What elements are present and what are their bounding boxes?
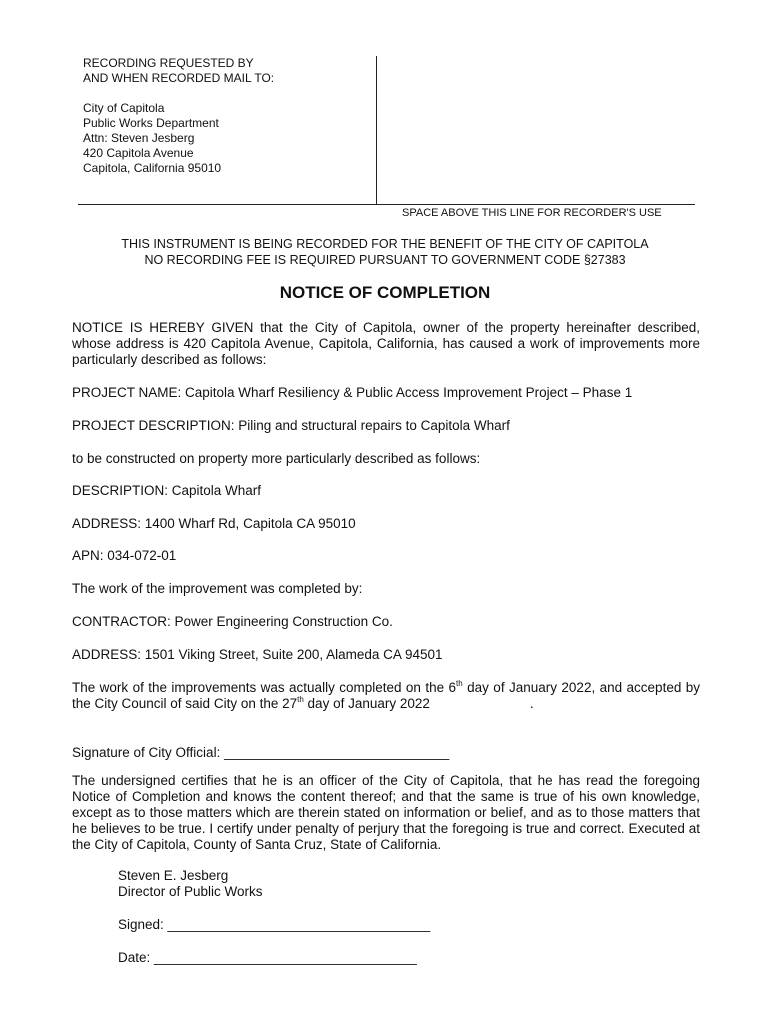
- certification-paragraph: The undersigned certifies that he is an officer of the City of Capitola, that he has read the foregoing Notice of Completion and knows the content thereof; and that the same is true of his own knowledge, except as to those matters which are therein stated on information or belief, and as to those matters that he believes to be true. I certify under penalty of perjury that the foregoing is true and correct. Executed at the City of Capitola, County of Santa Cruz, State of California.: [72, 773, 700, 852]
- contractor-address: ADDRESS: 1501 Viking Street, Suite 200, Alameda CA 94501: [72, 647, 443, 662]
- completion-text: The work of the improvements was actually completed on the 6: [72, 680, 457, 695]
- recorder-line: [78, 204, 695, 205]
- recorder-address-line: Attn: Steven Jesberg: [83, 131, 195, 145]
- completion-text: day of January 2022, and accepted by the City Council of said City on the 27: [72, 680, 701, 711]
- recorder-block: [83, 56, 274, 176]
- property-description: DESCRIPTION: Capitola Wharf: [72, 483, 262, 498]
- completion-paragraph: [72, 680, 700, 712]
- space-above-label: SPACE ABOVE THIS LINE FOR RECORDER'S USE: [402, 207, 662, 219]
- contractor: CONTRACTOR: Power Engineering Construction Co.: [72, 614, 393, 629]
- project-name: PROJECT NAME: Capitola Wharf Resiliency & Public Access Improvement Project – Phase 1: [72, 385, 633, 400]
- recorder-address-line: City of Capitola: [83, 101, 165, 115]
- vertical-divider: [376, 56, 377, 204]
- recording-requested-by: RECORDING REQUESTED BY: [83, 56, 254, 70]
- signature-city-official: Signature of City Official: ______________________________: [72, 745, 450, 760]
- apn: APN: 034-072-01: [72, 548, 177, 563]
- ordinal-suffix: th: [456, 679, 463, 688]
- recording-notice-line: NO RECORDING FEE IS REQUIRED PURSUANT TO GOVERNMENT CODE §27383: [144, 253, 626, 267]
- property-address: ADDRESS: 1400 Wharf Rd, Capitola CA 95010: [72, 516, 356, 531]
- project-description: PROJECT DESCRIPTION: Piling and structural repairs to Capitola Wharf: [72, 418, 510, 433]
- ordinal-suffix: th: [297, 695, 304, 704]
- signer-name: Steven E. Jesberg: [118, 868, 229, 883]
- recorder-address-line: Public Works Department: [83, 116, 219, 130]
- signer-title: Director of Public Works: [118, 884, 263, 899]
- completion-end: .: [529, 696, 534, 711]
- recorder-address-line: 420 Capitola Avenue: [83, 146, 194, 160]
- document-title: NOTICE OF COMPLETION: [279, 283, 491, 302]
- completed-by: The work of the improvement was completed by:: [72, 581, 363, 596]
- completion-text: day of January 2022: [303, 696, 430, 711]
- intro-paragraph: NOTICE IS HEREBY GIVEN that the City of Capitola, owner of the property hereinafter described, whose address is 420 Capitola Avenue, Capitola, California, has caused a work of improvements more particularly described as follows:: [72, 320, 700, 367]
- when-recorded-mail-to: AND WHEN RECORDED MAIL TO:: [83, 71, 275, 85]
- constructed-on: to be constructed on property more particularly described as follows:: [72, 451, 481, 466]
- recorder-address-line: Capitola, California 95010: [83, 161, 222, 175]
- recording-notice-line: THIS INSTRUMENT IS BEING RECORDED FOR THE BENEFIT OF THE CITY OF CAPITOLA: [121, 237, 649, 251]
- recording-notice: [0, 236, 770, 268]
- signed-line: Signed: ___________________________________: [118, 917, 431, 932]
- date-line: Date: ___________________________________: [118, 950, 417, 965]
